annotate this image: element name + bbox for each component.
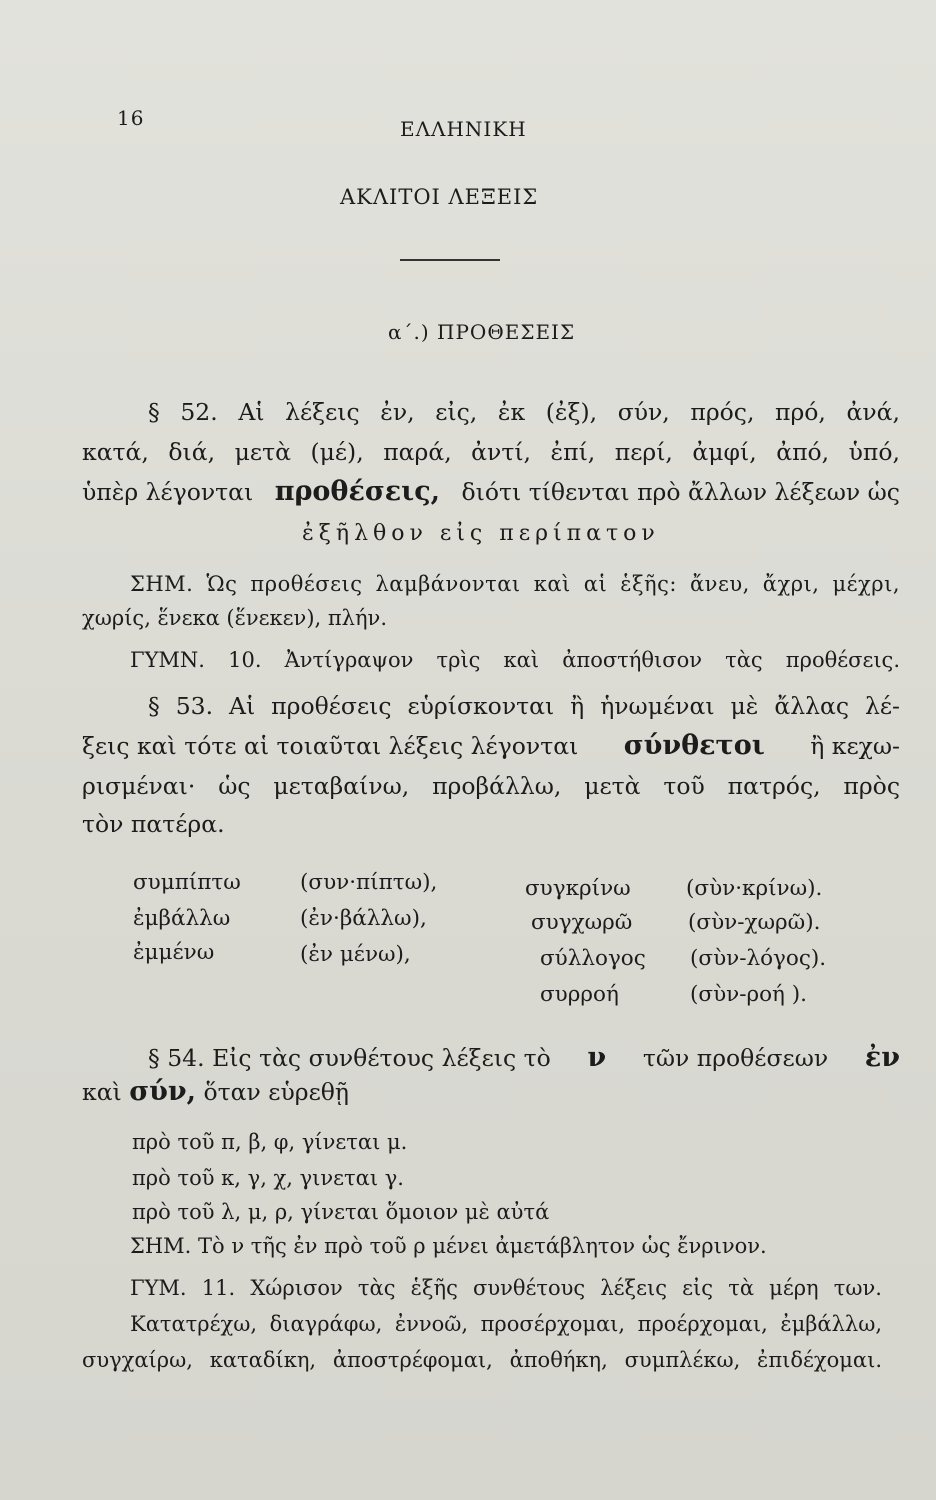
p54-line2: καὶ σύν, ὅταν εὑρεθῇ [82, 1076, 349, 1107]
note1-line1: ΣΗΜ. Ὡς προθέσεις λαμβάνονται καὶ αἱ ἑξῆς: ἄνευ, ἄχρι, μέχρι, [130, 572, 900, 596]
p52-line3: ὑπὲρ λέγονται προθέσεις, διότι τίθενται πρὸ ἄλλων λέξεων ὡς [82, 474, 900, 510]
compound-parts: (σὺν-χωρῶ). [688, 910, 821, 935]
page-number: 16 [117, 106, 145, 130]
running-title: ΕΛΛΗΝΙΚΗ [400, 117, 527, 141]
compound-word: συγχωρῶ [531, 910, 633, 935]
exercise-10: ΓΥΜΝ. 10. Ἀντίγραψον τρὶς καὶ ἀποστήθισον τὰς προθέσεις. [130, 648, 900, 672]
term-en: ἐν [864, 1042, 900, 1073]
compound-word: συμπίπτω [133, 870, 241, 895]
p53-line1: § 53. Αἱ προθέσεις εὑρίσκονται ἢ ἡνωμέναι μὲ ἄλλας λέ- [148, 692, 900, 720]
exercise-11-line2: Κατατρέχω, διαγράφω, ἐννοῶ, προσέρχομαι, προέρχομαι, ἐμβάλλω, [130, 1312, 882, 1336]
compound-parts: (σὺν-ροή ). [690, 982, 807, 1007]
p52-line2: κατά, διά, μετὰ (μέ), παρά, ἀντί, ἐπί, περί, ἀμφί, ἀπό, ὑπό, [82, 438, 900, 466]
compound-parts: (σὺν·κρίνω). [686, 876, 823, 901]
p52-line1: § 52. Αἱ λέξεις ἐν, εἰς, ἐκ (ἐξ), σύν, πρός, πρό, ἀνά, [148, 398, 900, 426]
compound-parts: (σὺν-λόγος). [690, 946, 827, 971]
rule-mu: πρὸ τοῦ π, β, φ, γίνεται μ. [132, 1130, 408, 1154]
p54-line1: § 54. Εἰς τὰς συνθέτους λέξεις τὸ ν τῶν προθέσεων ἐν [148, 1040, 900, 1076]
exercise-11-line3: συγχαίρω, καταδίκη, ἀποστρέφομαι, ἀποθήκη, συμπλέκω, ἐπιδέχομαι. [82, 1348, 882, 1372]
compound-word: σύλλογος [540, 946, 646, 971]
title-divider [400, 259, 500, 261]
term-nu: ν [587, 1042, 607, 1073]
compound-word: ἐμμένω [133, 940, 215, 965]
p53-line4: τὸν πατέρα. [82, 810, 225, 838]
term-syn: σύν, [129, 1076, 197, 1107]
p53-line3: ρισμέναι· ὡς μεταβαίνω, προβάλλω, μετὰ τοῦ πατρός, πρὸς [82, 772, 900, 800]
compound-parts: (ἐν μένω), [300, 942, 411, 967]
example-exilthon: ἐξῆλθον εἰς περίπατον [302, 521, 660, 546]
rule-same: πρὸ τοῦ λ, μ, ρ, γίνεται ὅμοιον μὲ αὐτά [132, 1200, 550, 1224]
subsection-title: α΄.) ΠΡΟΘΕΣΕΙΣ [388, 320, 576, 344]
exercise-11-line1: ΓΥΜ. 11. Χώρισον τὰς ἑξῆς συνθέτους λέξεις εἰς τὰ μέρη των. [130, 1276, 882, 1300]
term-prothesis: προθέσεις, [274, 476, 441, 507]
term-syntheti: σύνθετοι [623, 730, 765, 761]
compound-word: συρροή [540, 982, 619, 1007]
compound-parts: (συν·πίπτω), [300, 870, 438, 895]
rule-gamma: πρὸ τοῦ κ, γ, χ, γινεται γ. [132, 1166, 404, 1190]
compound-parts: (ἐν·βάλλω), [300, 906, 427, 931]
p53-line2: ξεις καὶ τότε αἱ τοιαῦται λέξεις λέγονται σύνθετοι ἢ κεχω- [82, 728, 900, 764]
note1-line2: χωρίς, ἕνεκα (ἕνεκεν), πλήν. [82, 606, 387, 630]
note2: ΣΗΜ. Τὸ ν τῆς ἐν πρὸ τοῦ ρ μένει ἀμετάβλητον ὡς ἔνρινον. [130, 1234, 767, 1258]
compound-word: συγκρίνω [525, 876, 631, 901]
compound-word: ἐμβάλλω [133, 906, 231, 931]
section-title: ΑΚΛΙΤΟΙ ΛΕΞΕΙΣ [340, 185, 539, 209]
